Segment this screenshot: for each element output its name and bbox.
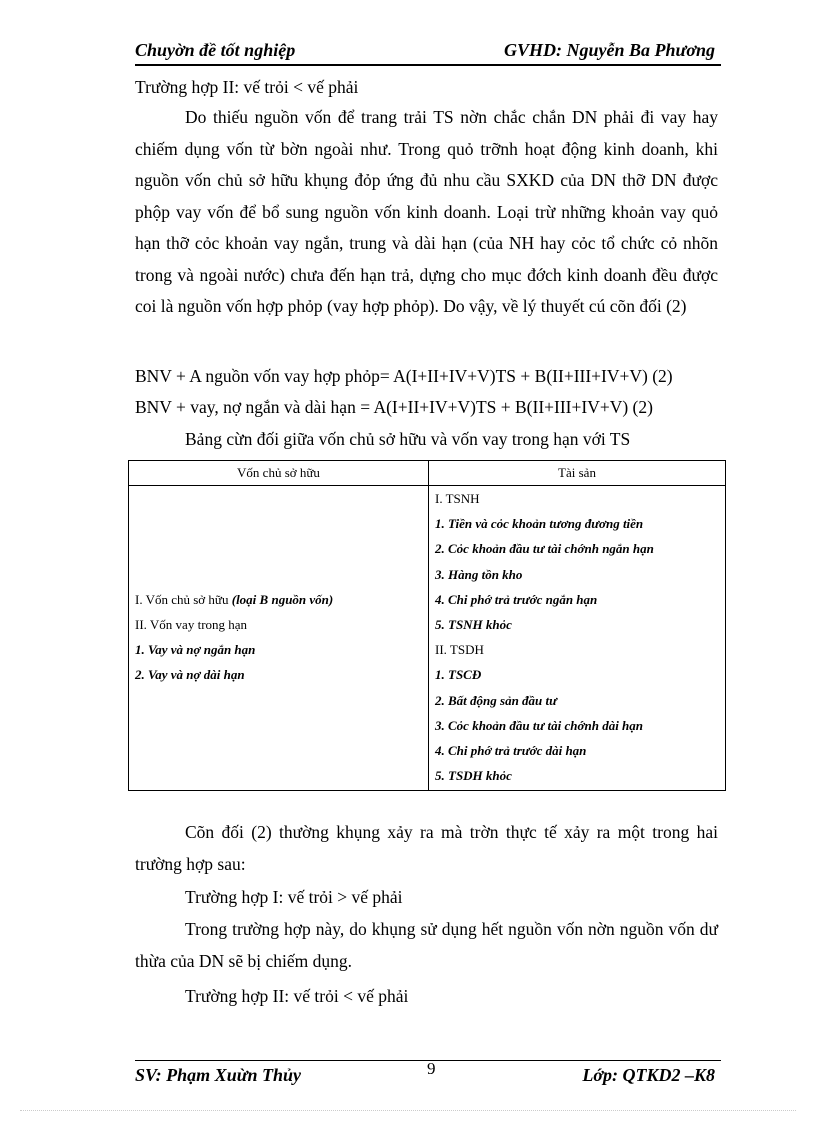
table-header-left: Vốn chủ sở hữu [129,461,429,486]
header-title: Chuyờn đề tốt nghiệp [135,40,296,60]
asset-item: 1. Tiền và cỏc khoản tương đương tiền [435,516,644,532]
page-number: 9 [427,1059,436,1078]
page-header [135,38,721,66]
asset-item: 1. TSCĐ [435,667,482,683]
page-footer [135,1059,721,1085]
asset-item: 4. Chi phớ trả trước dài hạn [435,742,587,758]
asset-item: 4. Chi phớ trả trước ngắn hạn [435,591,598,607]
balance-table [128,460,726,791]
formula-2: BNV + vay, nợ ngắn và dài hạn = A(I+II+IV+V)TS + B(II+III+IV+V) (2) [135,397,653,417]
paragraph-1: Do thiếu nguồn vốn để trang trải TS nờn chắc chắn DN phải đi vay hay chiếm dụng vốn từ bờn ngoài như. Trong quỏ trỡnh hoạt động kinh doanh, khi nguồn vốn chủ sở hữu khụng đỏp ứng đủ nhu cầu SXKD của DN thỡ DN được phộp vay vốn để bổ sung nguồn vốn kinh doanh. Loại trừ những khoản vay quỏ hạn thỡ cỏc khoản vay ngắn, trung và dài hạn (của NH hay cỏc tổ chức cỏ nhõn trong và ngoài nước) chưa đến hạn trả, dựng cho mục đớch kinh doanh đều được coi là nguồn vốn hợp phỏp (vay hợp phỏp). Do vậy, về lý thuyết cú cõn đối (2) [135,107,718,316]
case2-heading-bottom: Trường hợp II: vế trỏi < vế phải [185,986,409,1006]
table-header-right: Tài sản [429,461,726,486]
assets-column [429,486,726,791]
asset-item: 2. Bất động sản đầu tư [435,692,557,708]
case2-heading-top: Trường hợp II: vế trỏi < vế phải [135,77,359,97]
asset-item: 3. Cỏc khoản đầu tư tài chớnh dài hạn [435,717,644,733]
asset-item: 5. TSDH khỏc [435,768,512,784]
equity-item: 2. Vay và nợ dài hạn [135,667,245,683]
equity-column [129,486,429,791]
asset-item: 2. Cỏc khoản đầu tư tài chớnh ngắn hạn [435,541,654,557]
asset-item: II. TSDH [435,642,484,658]
footer-class: Lớp: QTKD2 –K8 [582,1065,715,1085]
paragraph-2: Cõn đối (2) thường khụng xảy ra mà trờn thực tế xảy ra một trong hai trường hợp sau: [135,822,718,874]
page-edge-divider [20,1110,796,1111]
asset-item: I. TSNH [435,491,480,506]
formula-1: BNV + A nguồn vốn vay hợp phỏp= A(I+II+IV+V)TS + B(II+III+IV+V) (2) [135,366,673,386]
asset-item: 3. Hàng tồn kho [435,566,523,582]
footer-student: SV: Phạm Xuừn Thủy [135,1065,301,1085]
equity-item: II. Vốn vay trong hạn [135,616,248,632]
case1-heading: Trường hợp I: vế trỏi > vế phải [185,887,403,907]
equity-item: 1. Vay và nợ ngắn hạn [135,642,256,658]
table-caption: Bảng cừn đối giữa vốn chủ sở hữu và vốn vay trong hạn với TS [185,429,631,449]
asset-item: 5. TSNH khỏc [435,616,512,632]
header-advisor: GVHD: Nguyễn Ba Phương [504,40,715,60]
paragraph-3: Trong trường hợp này, do khụng sử dụng hết nguồn vốn nờn nguồn vốn dư thừa của DN sẽ bị chiếm dụng. [135,919,718,971]
equity-item: I. Vốn chủ sở hữu (loại B nguồn vốn) [135,591,334,607]
